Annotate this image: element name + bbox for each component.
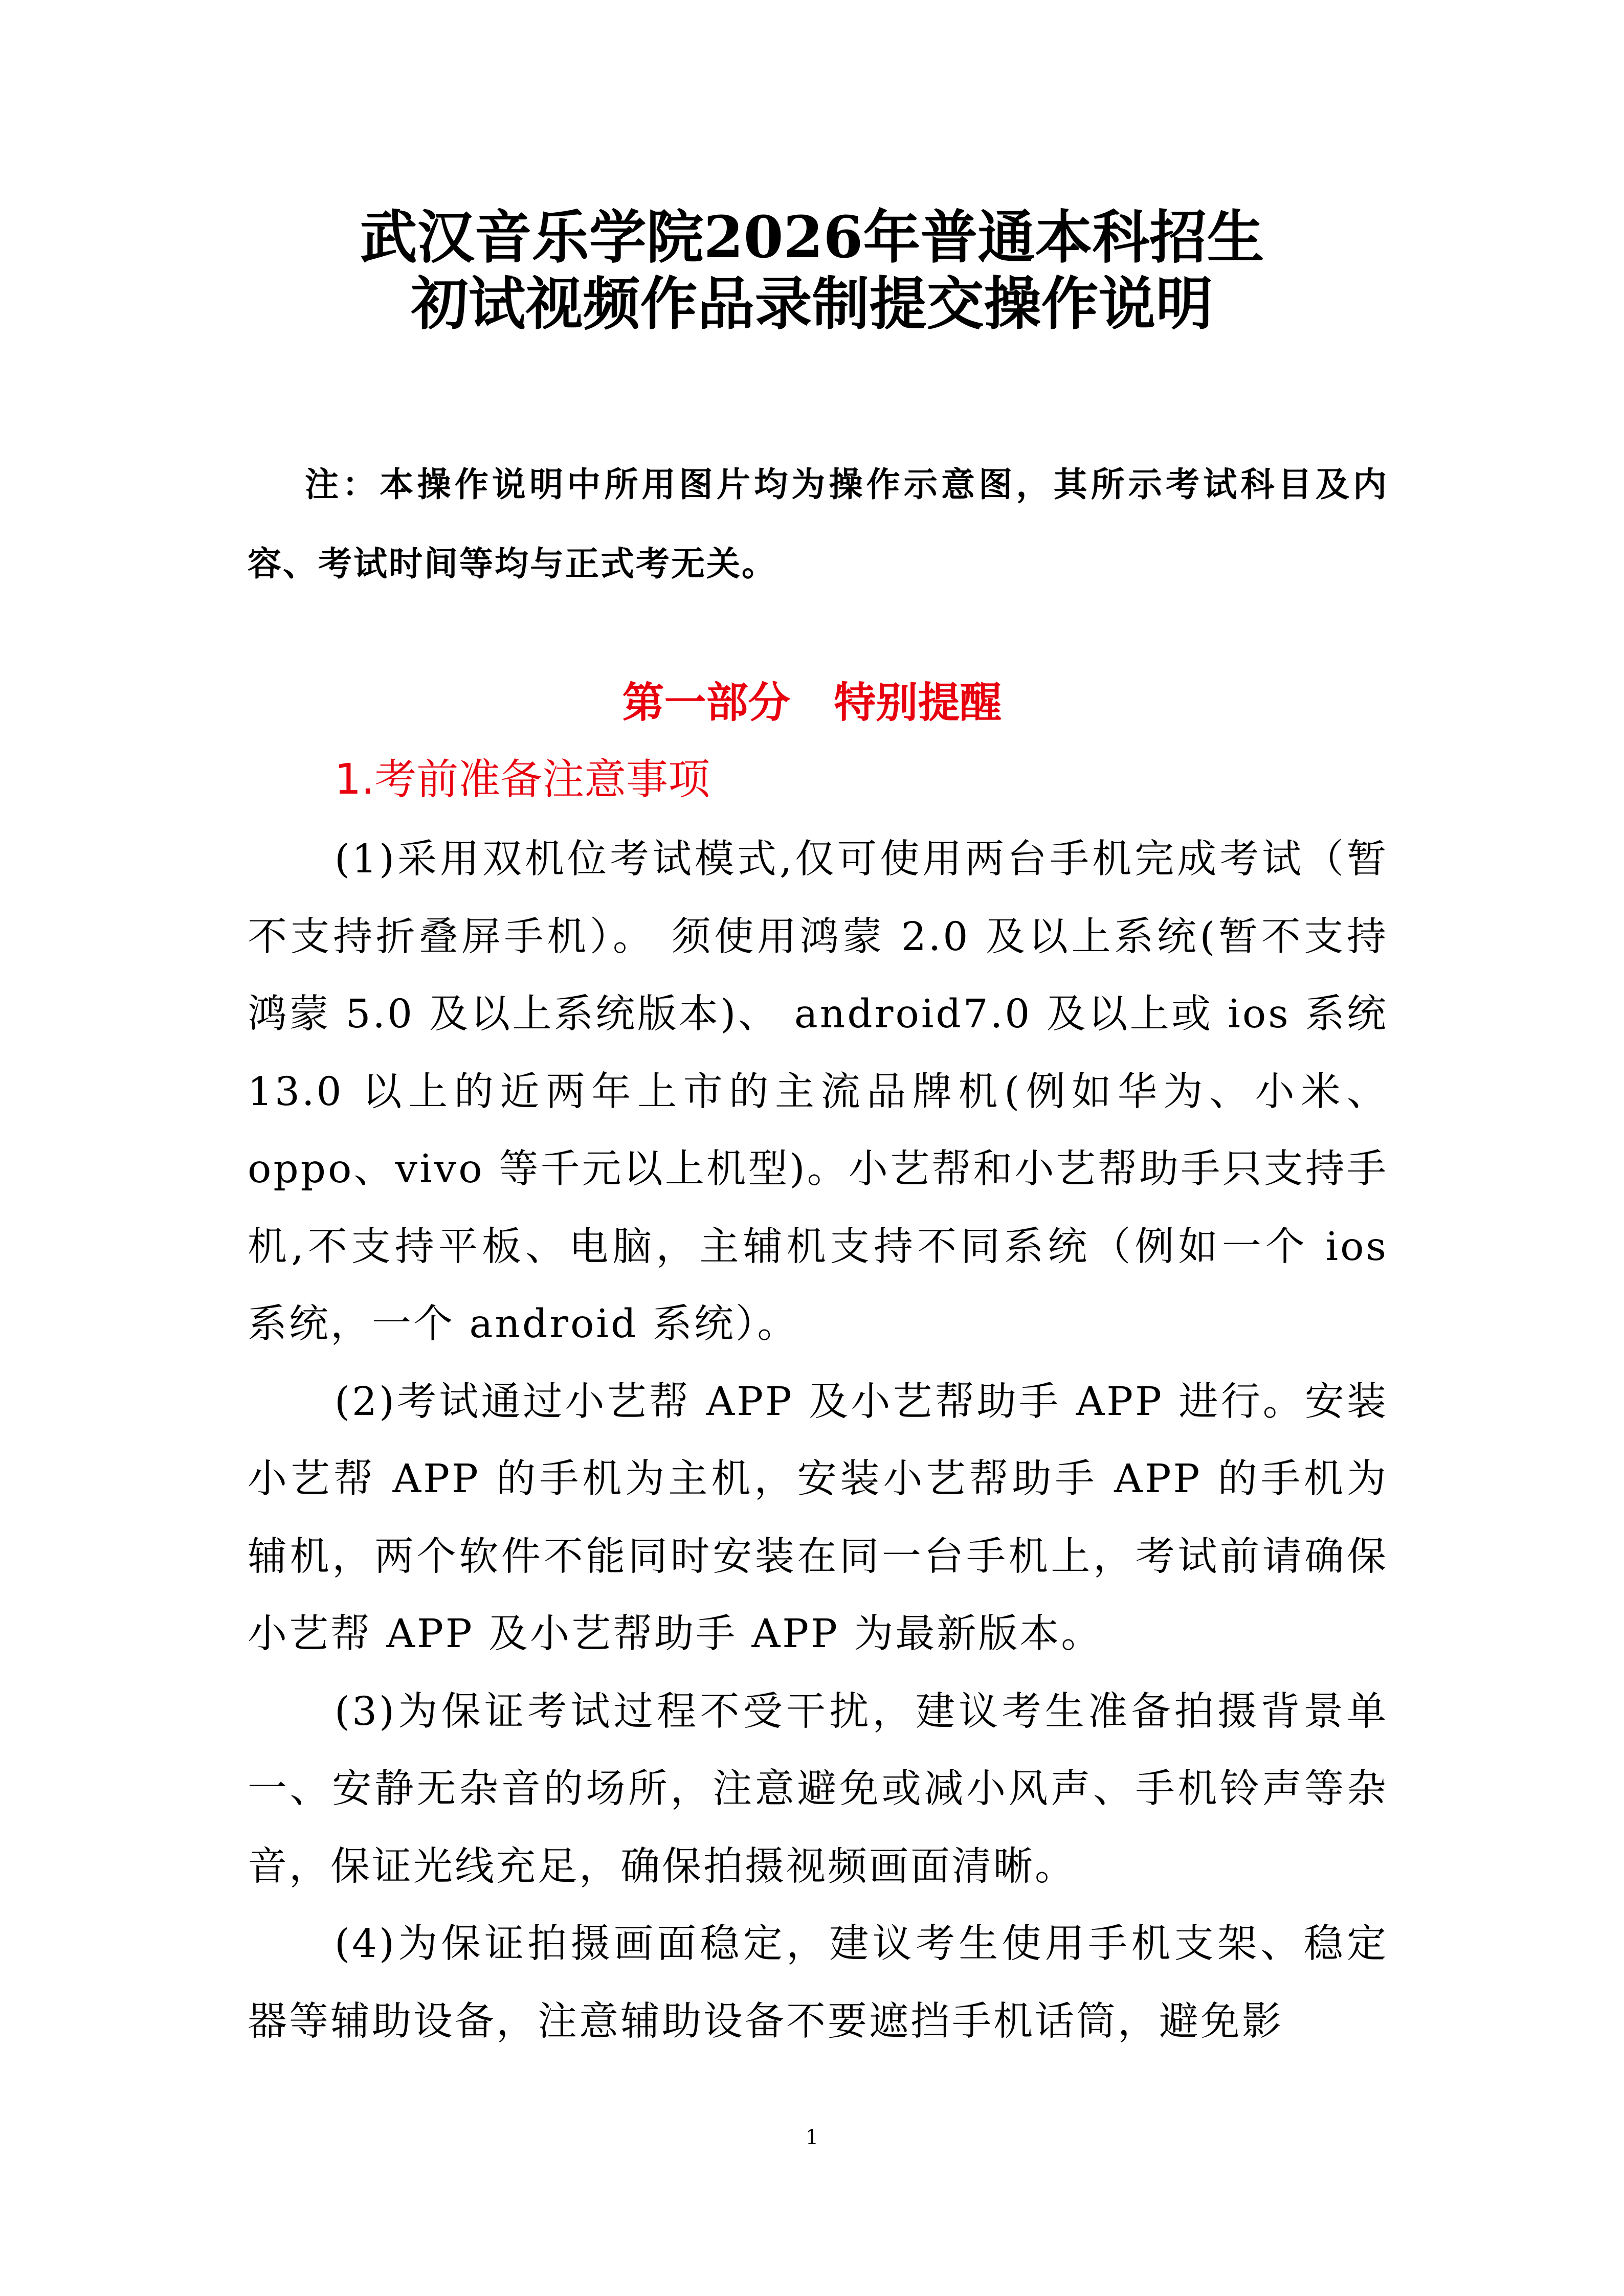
document-body: [248, 821, 1388, 2060]
document-title-line-2: 初试视频作品录制提交操作说明: [411, 271, 1213, 337]
paragraph-2: (2)考试通过小艺帮 APP 及小艺帮助手 APP 进行。安装小艺帮 APP 的手机为主机，安装小艺帮助手 APP 的手机为辅机，两个软件不能同时安装在同一台手机上，考试前请确保小艺帮 APP 及小艺帮助手 APP 为最新版本。: [248, 1379, 1388, 1657]
page-number: 1: [805, 2126, 819, 2149]
document-title-line-1: 武汉音乐学院2026年普通本科招生: [360, 204, 1264, 271]
disclaimer-note: 注：本操作说明中所用图片均为操作示意图，其所示考试科目及内容、考试时间等均与正式考无关。: [248, 465, 1388, 583]
section-heading: 1.考前准备注意事项: [335, 755, 710, 804]
paragraph-1: (1)采用双机位考试模式,仅可使用两台手机完成考试（暂不支持折叠屏手机）。 须使用鸿蒙 2.0 及以上系统(暂不支持鸿蒙 5.0 及以上系统版本)、 android7.0 及以上或 ios 系统 13.0 以上的近两年上市的主流品牌机(例如华为、小米、oppo、vivo 等千元以上机型)。小艺帮和小艺帮助手只支持手机,不支持平板、电脑，主辅机支持不同系统（例如一个 ios 系统，一个 android 系统）。: [248, 837, 1388, 1347]
paragraph-3: (3)为保证考试过程不受干扰，建议考生准备拍摄背景单一、安静无杂音的场所，注意避免或减小风声、手机铃声等杂音，保证光线充足，确保拍摄视频画面清晰。: [248, 1689, 1388, 1889]
part-one-heading: 第一部分 特别提醒: [622, 679, 1002, 727]
paragraph-4: (4)为保证拍摄画面稳定，建议考生使用手机支架、稳定器等辅助设备，注意辅助设备不要遮挡手机话筒，避免影: [248, 1921, 1388, 2044]
